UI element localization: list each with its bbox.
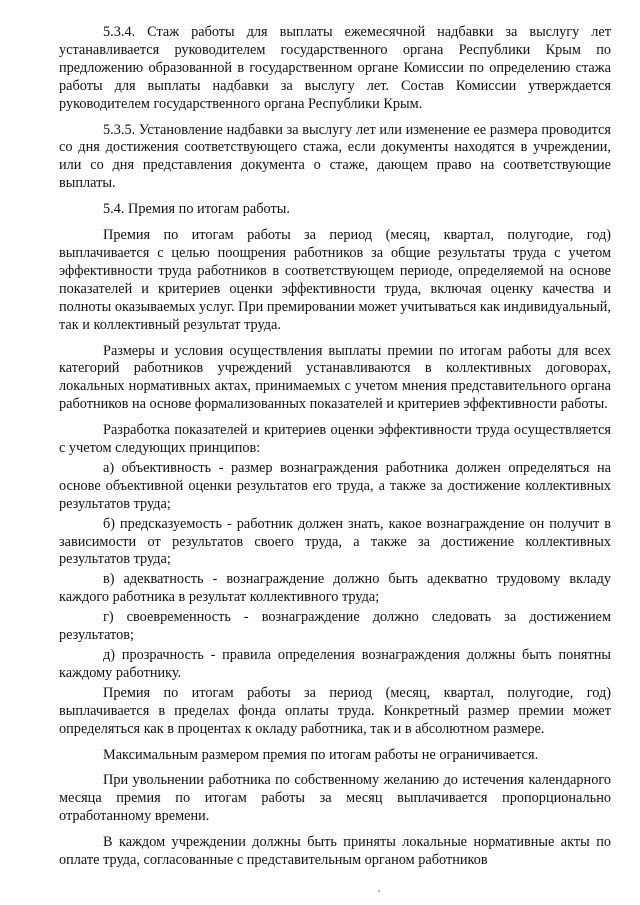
paragraph-bonus-max: Максимальным размером премия по итогам работы не ограничивается. xyxy=(103,746,539,763)
document-body xyxy=(59,24,611,870)
paragraph-principles-intro: Разработка показателей и критериев оценки эффективности труда осуществляется с учетом следующих принципов: xyxy=(59,422,611,457)
scan-artifact-dot xyxy=(378,890,380,892)
paragraph-dismissal: При увольнении работника по собственному желанию до истечения календарного месяца премия по итогам работы за месяц выплачивается пропорционально отработанному времени. xyxy=(59,772,611,825)
principle-objectivity: а) объективность - размер вознаграждения работника должен определяться на основе объективной оценки результатов его труда, а также за достижение коллективных результатов труда; xyxy=(59,459,611,512)
paragraph-bonus-purpose: Премия по итогам работы за период (месяц, квартал, полугодие, год) выплачивается с целью поощрения работников за общие результаты труда с учетом эффективности труда работников в соответствующем периоде, определяемой на основе показателей и критериев оценки эффективности труда, включая оценку качества и полноты оказываемых услуг. При премировании может учитываться как индивидуальный, так и коллективный результат труда. xyxy=(59,227,611,333)
paragraph-local-acts: В каждом учреждении должны быть приняты локальные нормативные акты по оплате труда, согласованные с представительным органом работников xyxy=(59,834,611,869)
paragraph-5-3-5: 5.3.5. Установление надбавки за выслугу лет или изменение ее размера проводится со дня достижения соответствующего стажа, если документы находятся в учреждении, или со дня представления документа о стаже, дающем право на соответствующие выплаты. xyxy=(59,121,611,192)
paragraph-bonus-fund: Премия по итогам работы за период (месяц, квартал, полугодие, год) выплачивается в пределах фонда оплаты труда. Конкретный размер премии может определяться как в процентах к окладу работника, так и в абсолютном размере. xyxy=(59,684,611,737)
paragraph-5-3-4: 5.3.4. Стаж работы для выплаты ежемесячной надбавки за выслугу лет устанавливается руководителем государственного органа Республики Крым по предложению образованной в государственном органе Комиссии по определению стажа работы для выплаты надбавки за выслугу лет. Состав Комиссии утверждается руководителем государственного органа Республики Крым. xyxy=(59,24,611,112)
principle-timeliness: г) своевременность - вознаграждение должно следовать за достижением результатов; xyxy=(59,609,611,644)
section-heading-5-4: 5.4. Премия по итогам работы. xyxy=(103,201,290,218)
principle-adequacy: в) адекватность - вознаграждение должно быть адекватно трудовому вкладу каждого работника в результат коллективного труда; xyxy=(59,571,611,606)
principle-predictability: б) предсказуемость - работник должен знать, какое вознаграждение он получит в зависимости от результатов своего труда, а также за достижение коллективных результатов труда; xyxy=(59,515,611,568)
principle-transparency: д) прозрачность - правила определения вознаграждения должны быть понятны каждому работнику. xyxy=(59,647,611,681)
paragraph-bonus-conditions: Размеры и условия осуществления выплаты премии по итогам работы для всех категорий работников учреждений устанавливаются в коллективных договорах, локальных нормативных актах, принимаемых с учетом мнения представительного органа работников на основе формализованных показателей и критериев эффективности работы. xyxy=(59,342,611,413)
